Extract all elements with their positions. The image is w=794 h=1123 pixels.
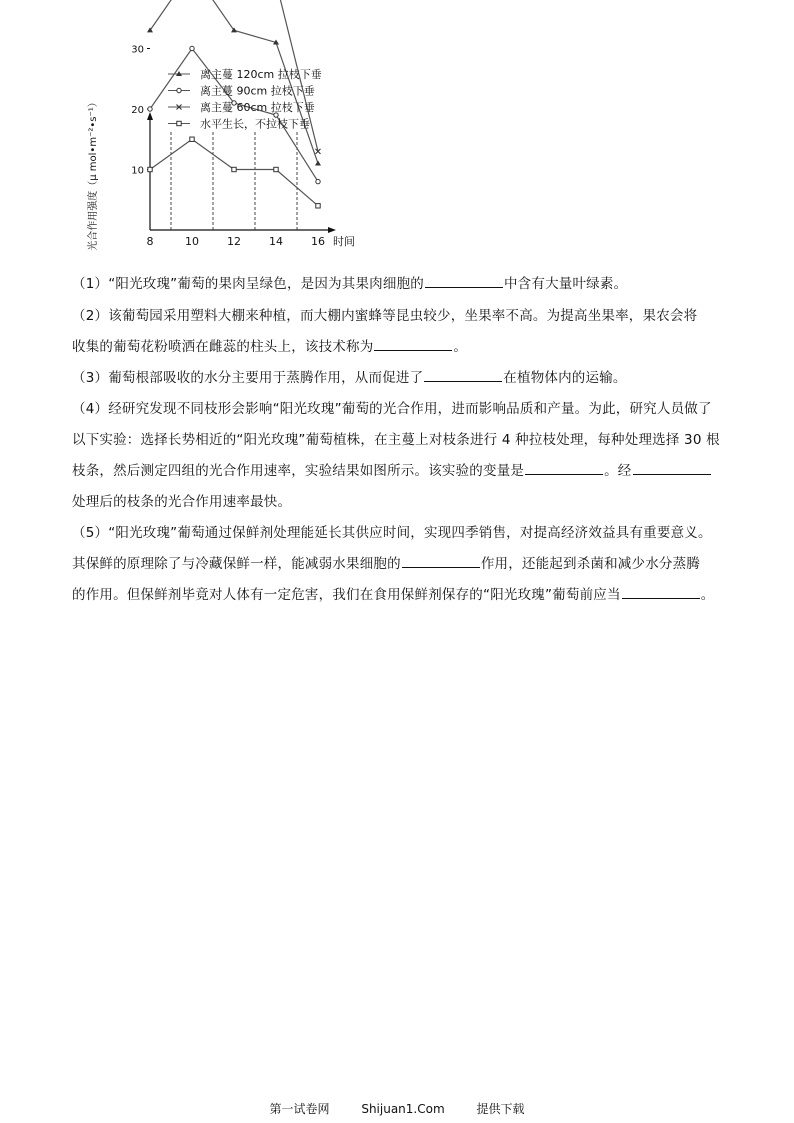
y-axis-arrow [147, 112, 153, 120]
footer-site-url: Shijuan1.Com [361, 1102, 445, 1116]
legend-label: 离主蔓 60cm 拉枝下垂 [200, 101, 315, 114]
x-tick-label: 14 [269, 235, 283, 248]
question-4-line-3: 枝条，然后测定四组的光合作用速率，实验结果如图所示。该实验的变量是 。经 [72, 456, 722, 487]
data-point [315, 160, 321, 165]
question-1: （1）“阳光玫瑰”葡萄的果肉呈绿色，是因为其果肉细胞的 中含有大量叶绿素。 [72, 269, 722, 300]
y-tick-label: 20 [131, 105, 144, 116]
answer-blank[interactable] [425, 273, 503, 288]
legend-label: 离主蔓 90cm 拉枝下垂 [200, 84, 315, 98]
y-axis-label: 光合作用强度（μ mol•m⁻²•s⁻¹） [88, 97, 99, 251]
question-5-line-3: 的作用。但保鲜剂毕竟对人体有一定危害，我们在食用保鲜剂保存的“阳光玫瑰”葡萄前应当 。 [72, 580, 722, 611]
photosynthesis-chart [80, 44, 380, 260]
x-tick-label: 12 [227, 235, 241, 248]
answer-blank[interactable] [374, 336, 452, 351]
answer-blank[interactable] [633, 460, 711, 475]
data-point [190, 137, 194, 141]
answer-blank[interactable] [402, 553, 480, 568]
x-axis-arrow [328, 227, 336, 233]
question-4-line-4: 处理后的枝条的光合作用速率最快。 [72, 494, 292, 510]
answer-blank[interactable] [525, 460, 603, 475]
x-tick-label: 16 [311, 235, 325, 248]
data-point [232, 167, 236, 171]
data-point [316, 179, 320, 183]
page-footer [0, 1100, 794, 1117]
footer-site-name: 第一试卷网 [269, 1102, 330, 1116]
question-4-line-1: （4）经研究发现不同枝形会影响“阳光玫瑰”葡萄的光合作用，进而影响品质和产量。为此，研究人员做了 [72, 401, 712, 417]
data-point [316, 204, 320, 208]
answer-blank[interactable] [424, 367, 502, 382]
question-3: （3）葡萄根部吸收的水分主要用于蒸腾作用，从而促进了 在植物体内的运输。 [72, 363, 722, 394]
data-point [274, 167, 278, 171]
y-tick-label: 10 [131, 165, 144, 177]
data-point [190, 46, 194, 50]
data-point [148, 107, 152, 111]
x-tick-label: 10 [185, 235, 199, 248]
legend-marker [177, 121, 181, 125]
answer-blank[interactable] [622, 584, 700, 599]
legend-marker [177, 88, 181, 92]
legend-label: 水平生长，不拉枝下垂 [200, 117, 310, 131]
x-axis-label: 时间 [333, 235, 355, 248]
question-5-line-2: 其保鲜的原理除了与冷藏保鲜一样，能减弱水果细胞的 作用，还能起到杀菌和减少水分蒸腾 [72, 549, 722, 580]
footer-download-note: 提供下载 [476, 1102, 525, 1116]
data-point [148, 167, 152, 171]
series-line [150, 0, 318, 163]
question-2-line-1: （2）该葡萄园采用塑料大棚来种植，而大棚内蜜蜂等昆虫较少，坐果率不高。为提高坐果率，果农会将 [72, 308, 698, 324]
question-5-line-1: （5）“阳光玫瑰”葡萄通过保鲜剂处理能延长其供应时间，实现四季销售，对提高经济效益具有重要意义。 [72, 525, 712, 541]
question-4-line-2: 以下实验：选择长势相近的“阳光玫瑰”葡萄植株，在主蔓上对枝条进行 4 种拉枝处理，每种处理选择 30 根 [72, 432, 720, 448]
legend-label: 离主蔓 120cm 拉枝下垂 [200, 68, 322, 81]
x-tick-label: 8 [146, 235, 154, 248]
series-line [150, 139, 318, 206]
question-2-line-2: 收集的葡萄花粉喷洒在雌蕊的柱头上，该技术称为 。 [72, 332, 722, 363]
y-tick-label: 30 [131, 44, 144, 56]
